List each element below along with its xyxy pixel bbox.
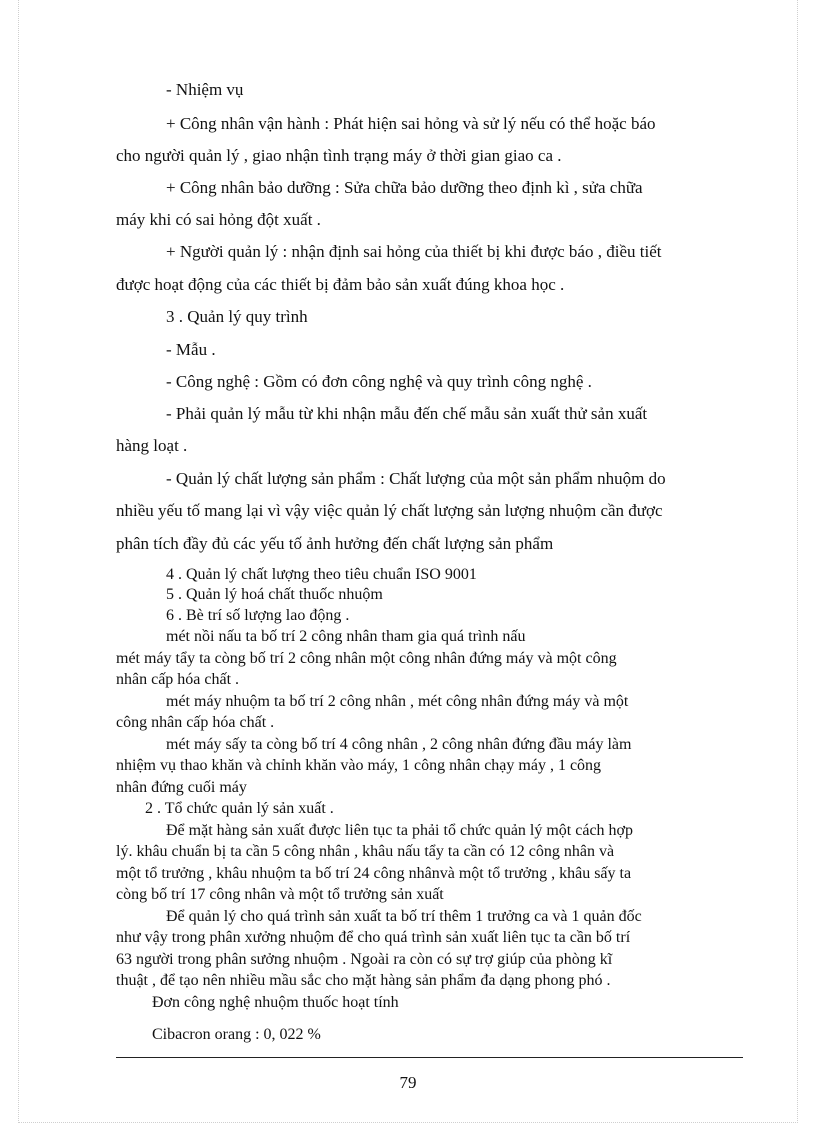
text-line: + Công nhân bảo dưỡng : Sửa chữa bảo dưỡng theo định kì , sửa chữa (166, 178, 643, 197)
text-line: mét nồi nấu ta bố trí 2 công nhân tham gia quá trình nấu (166, 628, 526, 645)
text-line: Đơn công nghệ nhuộm thuốc hoạt tính (152, 994, 399, 1011)
text-line: một tổ trưởng , khâu nhuộm ta bố trí 24 công nhânvà một tổ trưởng , khâu sấy ta (116, 865, 632, 882)
text-line: - Mẫu . (166, 340, 216, 359)
text-line: công nhân cấp hóa chất . (116, 714, 275, 731)
section-heading: 4 . Quản lý chất lượng theo tiêu chuẩn ISO 9001 (166, 566, 477, 583)
text-line: Để quản lý cho quá trình sản xuất ta bố trí thêm 1 trưởng ca và 1 quản đốc (166, 908, 642, 925)
text-line: thuật , để tạo nên nhiều mầu sắc cho mặt hàng sản phẩm đa dạng phong phó . (116, 972, 611, 989)
text-line: + Công nhân vận hành : Phát hiện sai hỏng và sử lý nếu có thể hoặc báo (166, 114, 656, 133)
page-number: 79 (399, 1073, 417, 1092)
text-line: nhân đứng cuối máy (116, 779, 247, 796)
text-line: hàng loạt . (116, 436, 188, 455)
text-line: nhiều yếu tố mang lại vì vậy việc quản lý chất lượng sản lượng nhuộm cần được (116, 501, 663, 520)
text-line: Cibacron orang : 0, 022 % (152, 1026, 321, 1043)
text-line: cho người quản lý , giao nhận tình trạng máy ở thời gian giao ca . (116, 146, 562, 165)
text-line: - Quản lý chất lượng sản phẩm : Chất lượng của một sản phẩm nhuộm do (166, 469, 666, 488)
text-line: máy khi có sai hỏng đột xuất . (116, 210, 321, 229)
text-line: + Người quản lý : nhận định sai hỏng của thiết bị khi được báo , điều tiết (166, 242, 662, 261)
text-line: - Phải quản lý mẫu từ khi nhận mẫu đến chế mẫu sản xuất thử sản xuất (166, 404, 648, 423)
section-heading: 2 . Tổ chức quản lý sản xuất . (145, 800, 334, 817)
text-line: 63 người trong phân sưởng nhuộm . Ngoài ra còn có sự trợ giúp của phòng kĩ (116, 951, 613, 968)
section-heading: 5 . Quản lý hoá chất thuốc nhuộm (166, 586, 383, 603)
text-line: mét máy nhuộm ta bố trí 2 công nhân , mét công nhân đứng máy và một (166, 693, 629, 710)
text-line: mét máy sấy ta còng bố trí 4 công nhân , 2 công nhân đứng đầu máy làm (166, 736, 632, 753)
text-line: nhiệm vụ thao khăn và chỉnh khăn vào máy, 1 công nhân chạy máy , 1 công (116, 757, 602, 774)
text-line: còng bố trí 17 công nhân và một tổ trưởng sản xuất (116, 886, 444, 903)
text-line: lý. khâu chuẩn bị ta cần 5 công nhân , khâu nấu tẩy ta cần có 12 công nhân và (116, 843, 615, 860)
section-heading: 6 . Bè trí số lượng lao động . (166, 607, 350, 624)
text-line: Để mặt hàng sản xuất được liên tục ta phải tổ chức quản lý một cách hợp (166, 822, 634, 839)
text-line: - Công nghệ : Gồm có đơn công nghệ và quy trình công nghệ . (166, 372, 592, 391)
text-line: như vậy trong phân xưởng nhuộm để cho quá trình sản xuất liên tục ta cần bố trí (116, 929, 631, 946)
text-line: phân tích đầy đủ các yếu tố ảnh hưởng đến chất lượng sản phẩm (116, 534, 554, 553)
text-line: nhân cấp hóa chất . (116, 671, 240, 688)
text-line: mét máy tẩy ta còng bố trí 2 công nhân một công nhân đứng máy và một công (116, 650, 617, 667)
text-line: được hoạt động của các thiết bị đảm bảo sản xuất đúng khoa học . (116, 275, 565, 294)
section-heading: 3 . Quản lý quy trình (166, 307, 308, 326)
text-line: - Nhiệm vụ (166, 80, 244, 99)
footer-rule (116, 1057, 743, 1058)
